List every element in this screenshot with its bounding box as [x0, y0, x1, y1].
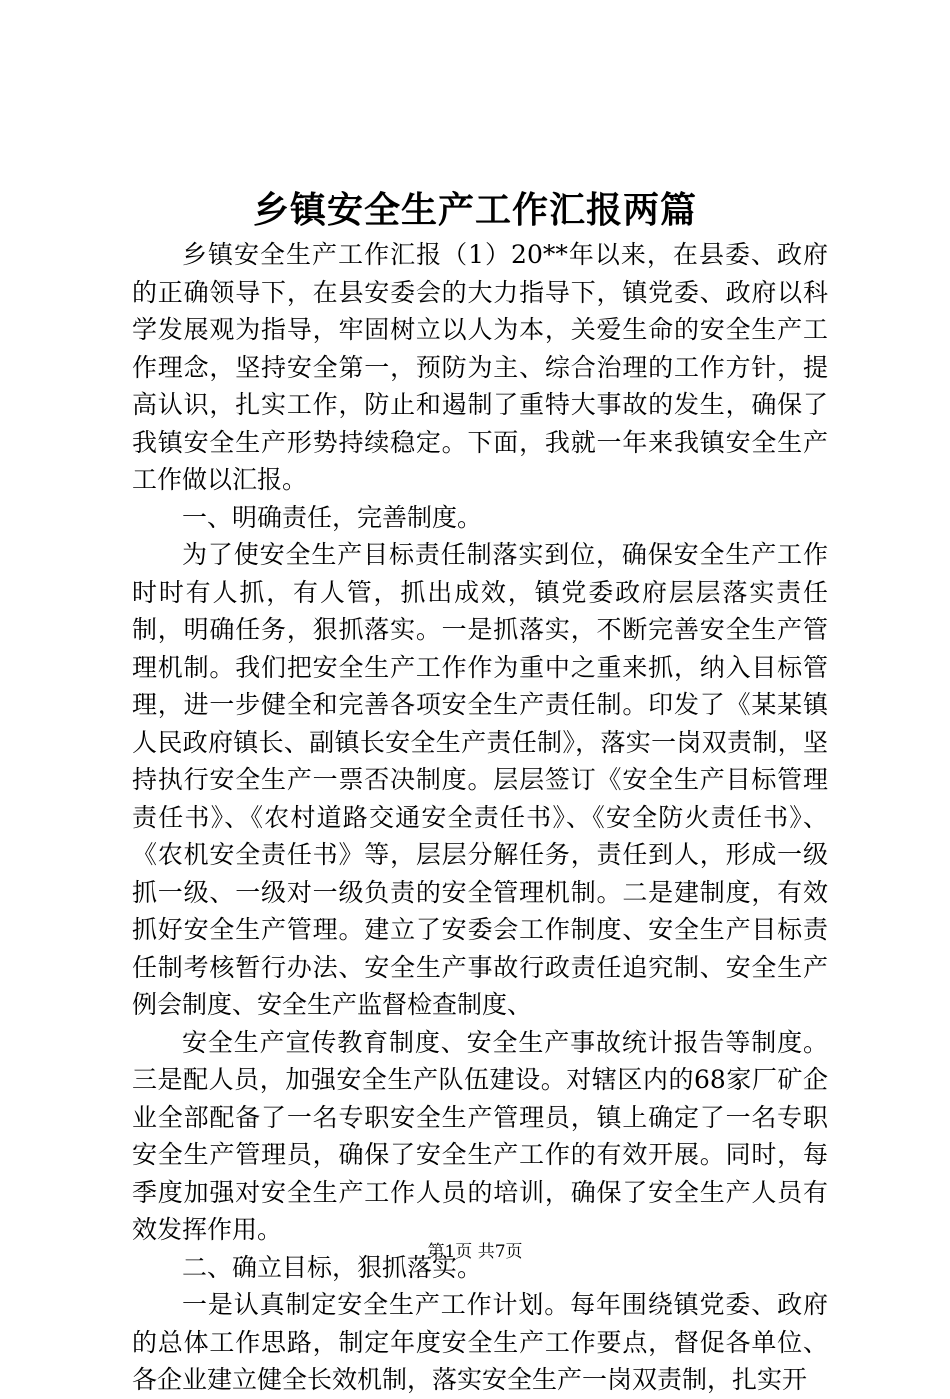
- section-heading-1: 一、明确责任，完善制度。: [182, 502, 483, 532]
- paragraph-responsibility: 为了使安全生产目标责任制落实到位，确保安全生产工作时时有人抓，有人管，抓出成效，镇党委政府层层落实责任制，明确任务，狠抓落实。一是抓落实，不断完善安全生产管理机制。我们把安全生产工作作为重中之重来抓，纳入目标管理，进一步健全和完善各项安全生产责任制。印发了《某某镇人民政府镇长、副镇长安全生产责任制》，落实一岗双责制，坚持执行安全生产一票否决制度。层层签订《安全生产目标管理责任书》、《农村道路交通安全责任书》、《安全防火责任书》、《农机安全责任书》等，层层分解任务，责任到人，形成一级抓一级、一级对一级负责的安全管理机制。二是建制度，有效抓好安全生产管理。建立了安委会工作制度、安全生产目标责任制考核暂行办法、安全生产事故行政责任追究制、安全生产例会制度、安全生产监督检查制度、: [132, 540, 828, 1019]
- document-title: 乡镇安全生产工作汇报两篇: [252, 189, 697, 231]
- paragraph-plan: 一是认真制定安全生产工作计划。每年围绕镇党委、政府的总体工作思路，制定年度安全生产工作要点，督促各单位、各企业建立健全长效机制，落实安全生产一岗双责制，扎实开: [132, 1290, 828, 1394]
- paragraph-intro: 乡镇安全生产工作汇报（1）20**年以来，在县委、政府的正确领导下，在县安委会的大力指导下，镇党委、政府以科学发展观为指导，牢固树立以人为本，关爱生命的安全生产工作理念，坚持安全第一，预防为主、综合治理的工作方针，提高认识，扎实工作，防止和遏制了重特大事故的发生，确保了我镇安全生产形势持续稳定。下面，我就一年来我镇安全生产工作做以汇报。: [132, 240, 828, 494]
- section-heading-2: 二、确立目标，狠抓落实。: [182, 1252, 483, 1282]
- document-body: [132, 236, 828, 1399]
- paragraph-education: 安全生产宣传教育制度、安全生产事故统计报告等制度。三是配人员，加强安全生产队伍建设。对辖区内的68家厂矿企业全部配备了一名专职安全生产管理员，镇上确定了一名专职安全生产管理员，确保了安全生产工作的有效开展。同时，每季度加强对安全生产工作人员的培训，确保了安全生产人员有效发挥作用。: [132, 1027, 828, 1244]
- page-number: 第1页 共7页: [427, 1242, 523, 1262]
